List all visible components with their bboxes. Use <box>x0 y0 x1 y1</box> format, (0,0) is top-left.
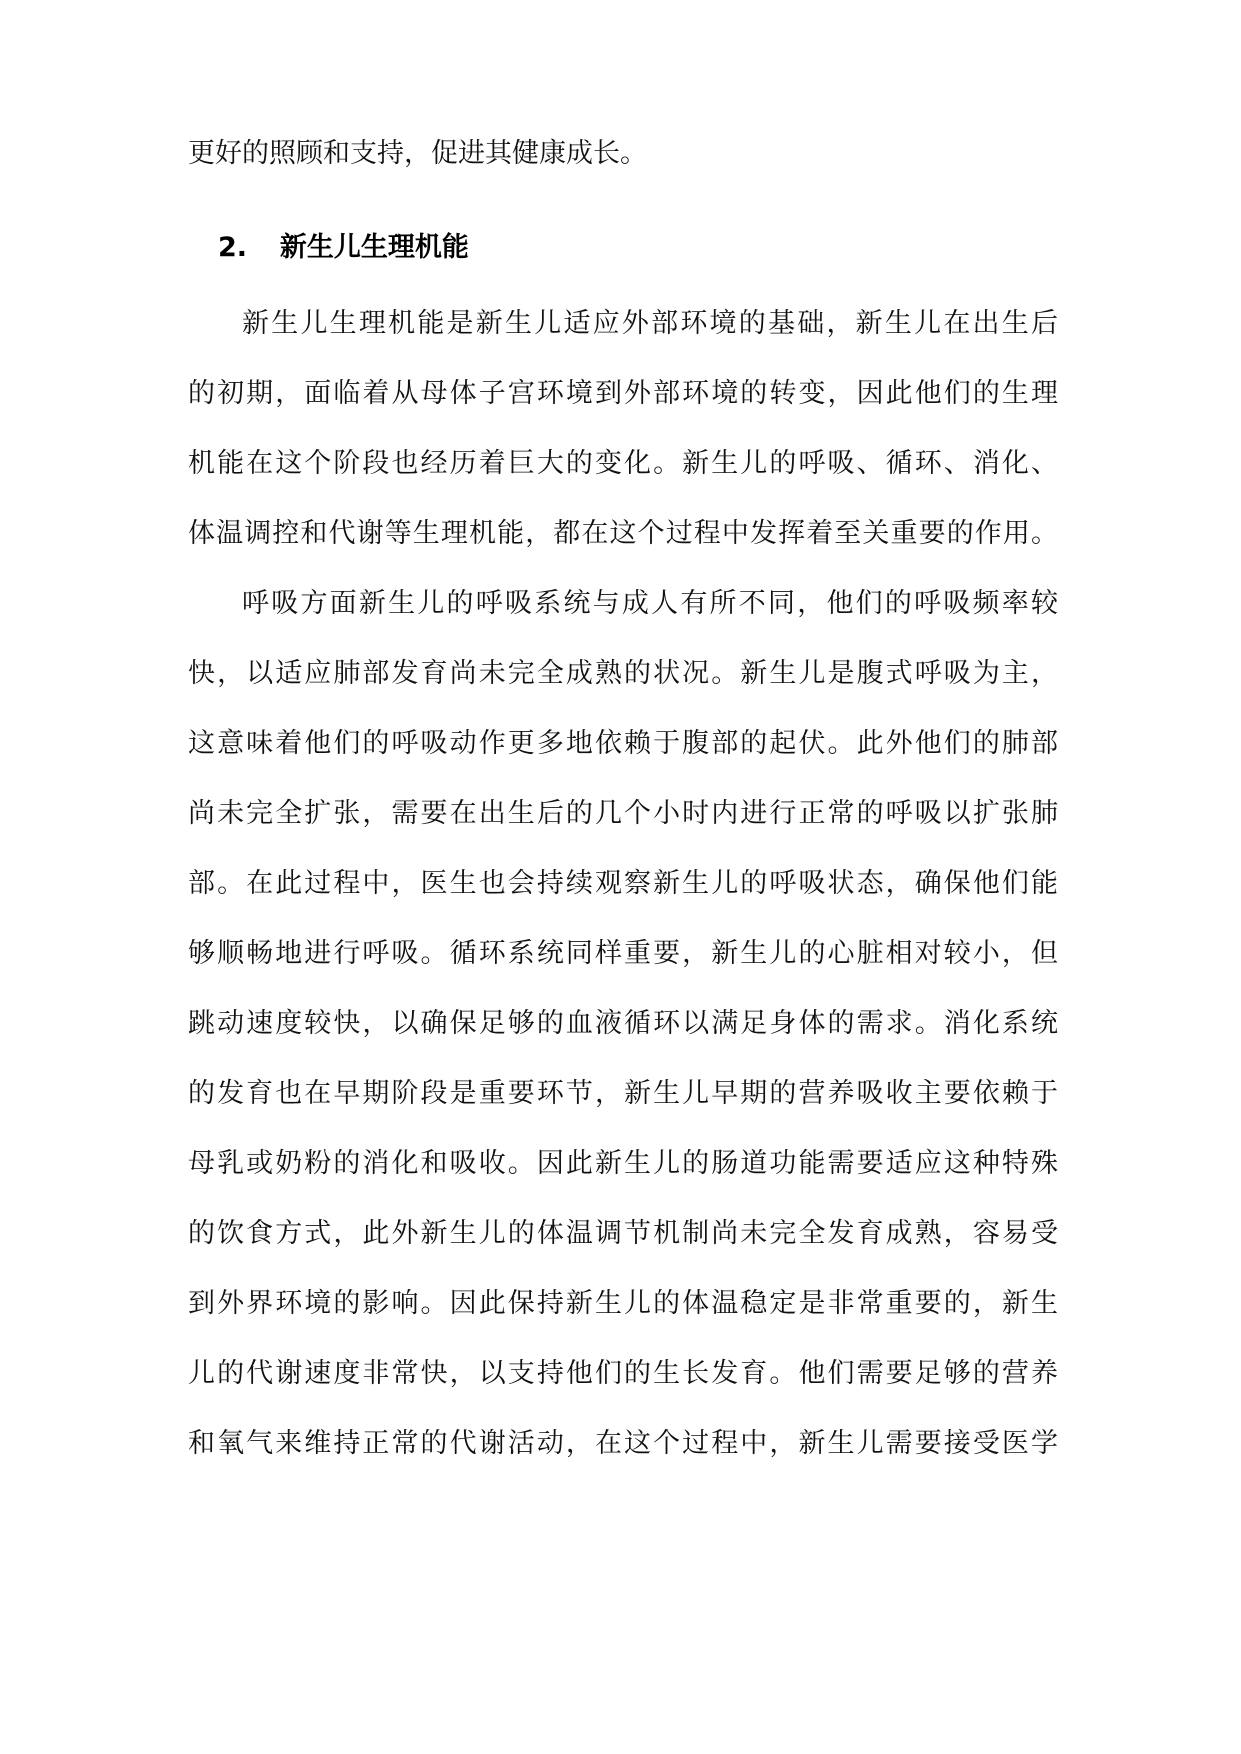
paragraph-line: 的初期，面临着从母体子宫环境到外部环境的转变，因此他们的生理 <box>188 378 1058 409</box>
section-heading <box>218 226 469 270</box>
continuation-line: 更好的照顾和支持，促进其健康成长。 <box>188 138 647 169</box>
paragraph-line: 呼吸方面新生儿的呼吸系统与成人有所不同，他们的呼吸频率较 <box>242 588 1058 619</box>
paragraph-line: 母乳或奶粉的消化和吸收。因此新生儿的肠道功能需要适应这种特殊 <box>188 1148 1058 1179</box>
paragraph-line: 快，以适应肺部发育尚未完全成熟的状况。新生儿是腹式呼吸为主， <box>188 658 1058 689</box>
paragraph-line: 的饮食方式，此外新生儿的体温调节机制尚未完全发育成熟，容易受 <box>188 1218 1058 1249</box>
paragraph-line: 的发育也在早期阶段是重要环节，新生儿早期的营养吸收主要依赖于 <box>188 1078 1058 1109</box>
paragraph-line: 尚未完全扩张，需要在出生后的几个小时内进行正常的呼吸以扩张肺 <box>188 798 1058 829</box>
paragraph-line: 体温调控和代谢等生理机能，都在这个过程中发挥着至关重要的作用。 <box>188 518 1058 549</box>
paragraph-line: 和氧气来维持正常的代谢活动，在这个过程中，新生儿需要接受医学 <box>188 1428 1058 1459</box>
paragraph-line: 儿的代谢速度非常快，以支持他们的生长发育。他们需要足够的营养 <box>188 1358 1058 1389</box>
paragraph-line: 新生儿生理机能是新生儿适应外部环境的基础，新生儿在出生后 <box>242 308 1058 339</box>
paragraph-line: 机能在这个阶段也经历着巨大的变化。新生儿的呼吸、循环、消化、 <box>188 448 1058 479</box>
paragraph-line: 够顺畅地进行呼吸。循环系统同样重要，新生儿的心脏相对较小，但 <box>188 938 1058 969</box>
paragraph-line: 部。在此过程中，医生也会持续观察新生儿的呼吸状态，确保他们能 <box>188 868 1058 899</box>
section-number: 2. <box>218 232 248 263</box>
paragraph-line: 这意味着他们的呼吸动作更多地依赖于腹部的起伏。此外他们的肺部 <box>188 728 1058 759</box>
paragraph-line: 到外界环境的影响。因此保持新生儿的体温稳定是非常重要的，新生 <box>188 1288 1058 1319</box>
paragraph-line: 跳动速度较快，以确保足够的血液循环以满足身体的需求。消化系统 <box>188 1008 1058 1039</box>
section-title: 新生儿生理机能 <box>279 232 469 263</box>
